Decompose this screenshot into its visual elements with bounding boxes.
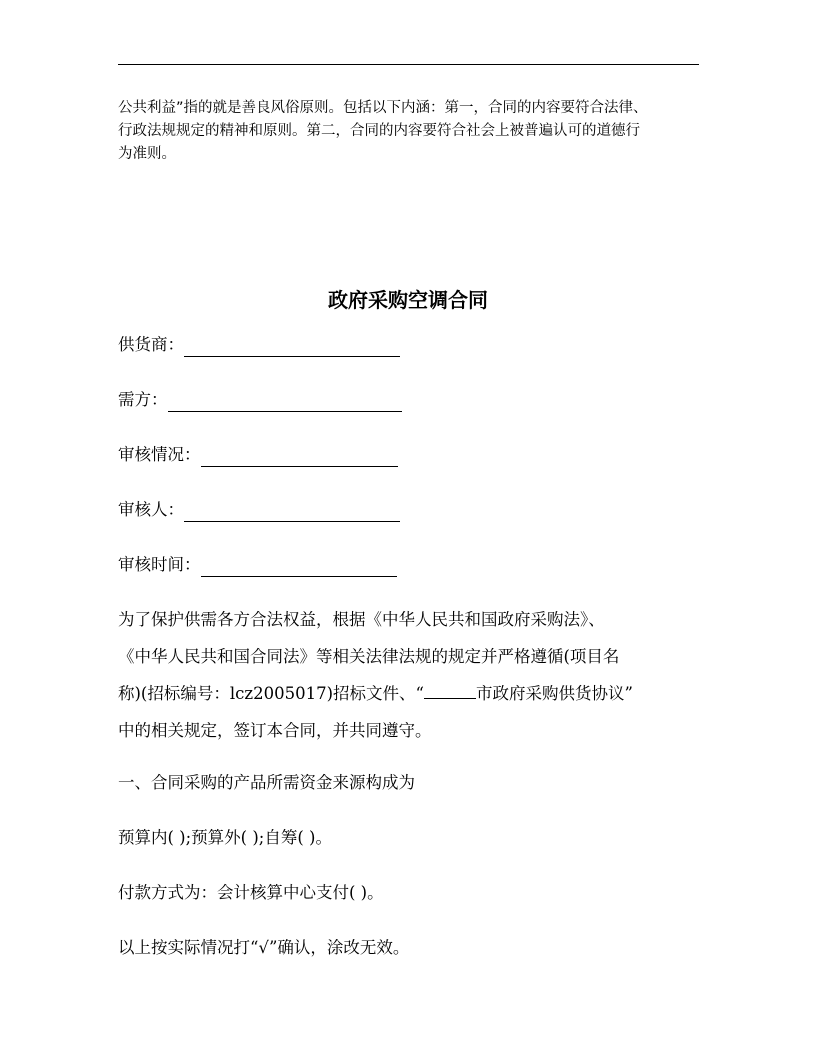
- preamble-line-1: 为了保护供需各方合法权益，根据《中华人民共和国政府采购法》、: [118, 610, 605, 629]
- review-time-field: [118, 553, 397, 577]
- preamble-line-3-pre: 称)(招标编号：lcz2005017)招标文件、“: [118, 684, 424, 703]
- reviewer-label: 审核人：: [118, 500, 184, 519]
- demander-label: 需方：: [118, 390, 168, 409]
- preamble-paragraph: [118, 601, 718, 749]
- review-status-field: [118, 443, 398, 467]
- review-time-label: 审核时间：: [118, 555, 201, 574]
- preamble-line-4: 中的相关规定，签订本合同，并共同遵守。: [118, 721, 432, 740]
- review-time-blank[interactable]: [201, 558, 397, 577]
- agreement-name-blank[interactable]: [424, 682, 476, 699]
- supplier-label: 供货商：: [118, 335, 184, 354]
- intro-line-3: 为准则。: [118, 146, 176, 162]
- header-rule: [118, 64, 699, 65]
- review-status-label: 审核情况：: [118, 445, 201, 464]
- supplier-field: [118, 333, 400, 357]
- intro-line-2: 行政法规规定的精神和原则。第二，合同的内容要符合社会上被普遍认可的道德行: [118, 123, 640, 139]
- contract-title: 政府采购空调合同: [328, 288, 488, 312]
- supplier-blank[interactable]: [184, 338, 400, 357]
- preamble-line-3: [118, 675, 718, 712]
- section1-heading: 一、合同采购的产品所需资金来源构成为: [118, 773, 415, 792]
- intro-paragraph: [118, 97, 708, 166]
- reviewer-blank[interactable]: [184, 503, 400, 522]
- demander-field: [118, 388, 402, 412]
- demander-blank[interactable]: [168, 393, 402, 412]
- review-status-blank[interactable]: [201, 448, 398, 467]
- payment-method-line: 付款方式为：会计核算中心支付( )。: [118, 883, 384, 902]
- funding-source-line: 预算内( );预算外( );自筹( )。: [118, 828, 332, 847]
- preamble-line-2: 《中华人民共和国合同法》等相关法律法规的规定并严格遵循(项目名: [118, 647, 620, 666]
- intro-line-1: 公共利益”指的就是善良风俗原则。包括以下内涵：第一，合同的内容要符合法律、: [118, 100, 648, 116]
- reviewer-field: [118, 498, 400, 522]
- preamble-line-3-post: 市政府采购供货协议”: [475, 684, 633, 703]
- confirm-note-line: 以上按实际情况打“√”确认，涂改无效。: [118, 938, 410, 957]
